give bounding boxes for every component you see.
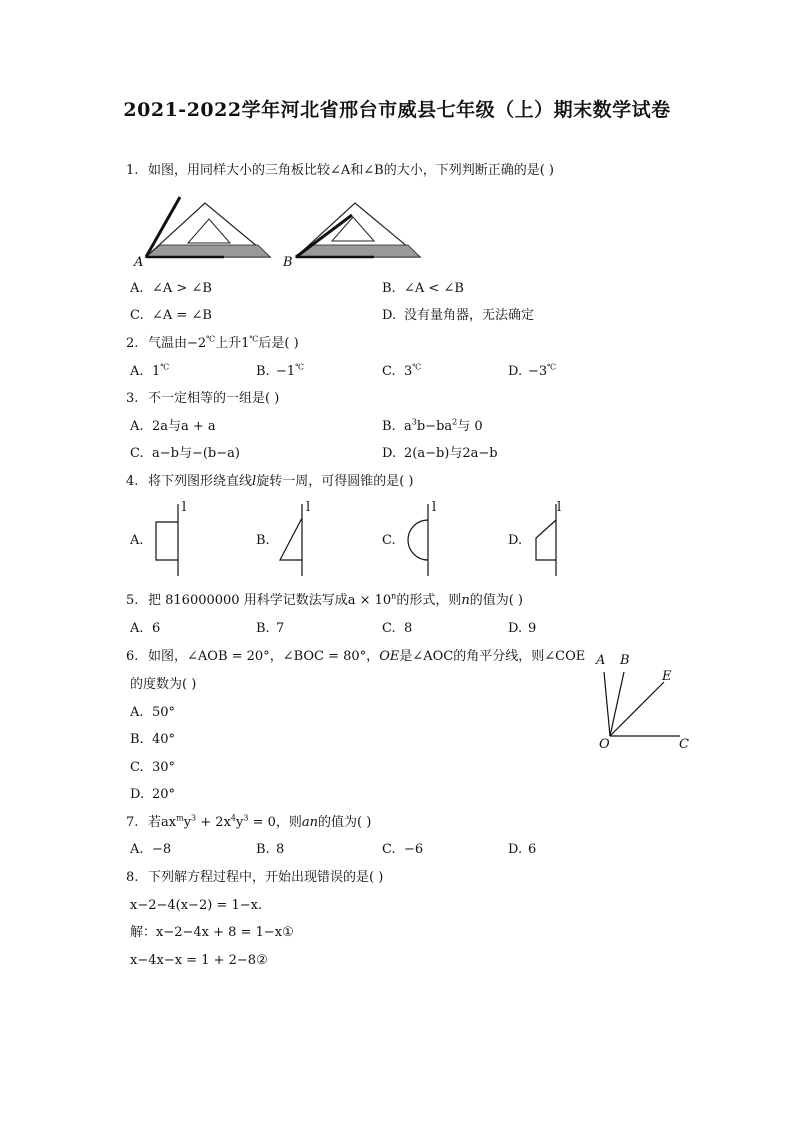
q2-option-b-letter: B.: [256, 364, 270, 379]
q5-number: 5.: [126, 593, 139, 608]
q5-option-b-letter: B.: [256, 621, 270, 636]
q7-option-c-text: −6: [404, 842, 424, 857]
q6-option-c-text: 30°: [152, 760, 176, 775]
q5-stem: 把 816000000 用科学记数法写成$a \times 10^n$的形式，则n的值为( ): [148, 591, 523, 608]
q2-option-a-letter: A.: [130, 364, 144, 379]
q1-figure-triangle-a: [140, 195, 280, 265]
q6-option-c-letter: C.: [130, 760, 144, 775]
q1-option-c-text: ∠A = ∠B: [152, 308, 212, 323]
q3-number: 3.: [126, 391, 139, 406]
q7-option-a-text: −8: [152, 842, 172, 857]
q8-step-1: 解：x−2−4x + 8 = 1−x①: [130, 925, 294, 940]
q4-option-a-letter: A.: [130, 533, 144, 548]
q8-equation-line: x−2−4(x−2) = 1−x.: [130, 898, 263, 913]
q6-stem-line1: 如图，∠AOB = 20°，∠BOC = 80°，OE是∠AOC的角平分线，则∠COE: [148, 649, 586, 664]
q2-stem: 气温由−2℃上升1℃后是( ): [148, 334, 299, 351]
q1-label-a: A: [134, 255, 144, 270]
q7-option-c-letter: C.: [382, 842, 396, 857]
q4-stem: 将下列图形绕直线l旋转一周，可得圆锥的是( ): [148, 474, 414, 489]
q5-option-a-letter: A.: [130, 621, 144, 636]
q3-option-d-text: 2(a−b)与2a−b: [404, 446, 498, 461]
q6-label-b: B: [620, 653, 630, 668]
q8-number: 8.: [126, 870, 139, 885]
q7-option-d-letter: D.: [508, 842, 523, 857]
q5-option-c-letter: C.: [382, 621, 396, 636]
q3-option-d-letter: D.: [382, 446, 397, 461]
q6-option-d-letter: D.: [130, 787, 145, 802]
q4-option-d-letter: D.: [508, 533, 523, 548]
q2-option-d-text: −3℃: [528, 362, 557, 379]
q2-option-b-text: −1℃: [276, 362, 305, 379]
q3-stem: 不一定相等的一组是( ): [148, 391, 280, 406]
q3-option-a-text: 2a与a + a: [152, 419, 216, 434]
q6-label-e: E: [662, 669, 672, 684]
q4-option-c-letter: C.: [382, 533, 396, 548]
q6-label-o: O: [599, 737, 610, 752]
q3-option-a-letter: A.: [130, 419, 144, 434]
q4-line-label-a: l: [182, 500, 187, 515]
q6-option-a-text: 50°: [152, 705, 176, 720]
q6-label-c: C: [679, 737, 689, 752]
q2-number: 2.: [126, 336, 139, 351]
q1-option-c-letter: C.: [130, 308, 144, 323]
q1-option-a-letter: A.: [130, 281, 144, 296]
q6-option-b-text: 40°: [152, 732, 176, 747]
q4-line-label-d: l: [557, 500, 562, 515]
q7-stem: 若$ax^my^3 + 2x^4y^3 = 0$，则an的值为( ): [148, 813, 372, 830]
q1-figure-triangle-b: [290, 195, 430, 265]
q7-option-b-text: 8: [276, 842, 285, 857]
q1-option-b-text: ∠A < ∠B: [404, 281, 464, 296]
q7-option-b-letter: B.: [256, 842, 270, 857]
q6-option-a-letter: A.: [130, 705, 144, 720]
q3-option-b-text: $a^3b-ba^2$与 0: [404, 417, 483, 434]
q2-option-c-letter: C.: [382, 364, 396, 379]
q1-option-d-letter: D.: [382, 308, 397, 323]
q6-number: 6.: [126, 649, 139, 664]
q5-option-d-text: 9: [528, 621, 537, 636]
q6-label-a: A: [596, 653, 606, 668]
q6-angle-figure: [596, 664, 686, 740]
q4-line-label-c: l: [432, 500, 437, 515]
q2-option-c-text: 3℃: [404, 362, 422, 379]
q1-number: 1.: [126, 163, 139, 178]
q4-line-label-b: l: [306, 500, 311, 515]
q7-number: 7.: [126, 815, 139, 830]
q2-option-a-text: 1℃: [152, 362, 170, 379]
q6-stem-line2: 的度数为( ): [130, 677, 197, 692]
q6-option-d-text: 20°: [152, 787, 176, 802]
q4-number: 4.: [126, 474, 139, 489]
q4-figure-d-trapezoid: [530, 502, 570, 578]
q1-label-b: B: [283, 255, 293, 270]
document-title: 2021-2022学年河北省邢台市威县七年级（上）期末数学试卷: [123, 99, 671, 121]
q1-option-a-text: ∠A > ∠B: [152, 281, 212, 296]
q2-option-d-letter: D.: [508, 364, 523, 379]
q7-option-d-text: 6: [528, 842, 537, 857]
q8-stem: 下列解方程过程中，开始出现错误的是( ): [148, 870, 384, 885]
q6-option-b-letter: B.: [130, 732, 144, 747]
q5-option-c-text: 8: [404, 621, 413, 636]
q1-option-d-text: 没有量角器，无法确定: [404, 308, 535, 323]
q5-option-a-text: 6: [152, 621, 161, 636]
q1-stem: 如图，用同样大小的三角板比较∠A和∠B的大小，下列判断正确的是( ): [148, 163, 555, 178]
q5-option-b-text: 7: [276, 621, 285, 636]
q1-option-b-letter: B.: [382, 281, 396, 296]
q5-option-d-letter: D.: [508, 621, 523, 636]
q8-step-2: x−4x−x = 1 + 2−8②: [130, 953, 268, 968]
q4-option-b-letter: B.: [256, 533, 270, 548]
q3-option-b-letter: B.: [382, 419, 396, 434]
q3-option-c-text: a−b与−(b−a): [152, 446, 240, 461]
q7-option-a-letter: A.: [130, 842, 144, 857]
q3-option-c-letter: C.: [130, 446, 144, 461]
